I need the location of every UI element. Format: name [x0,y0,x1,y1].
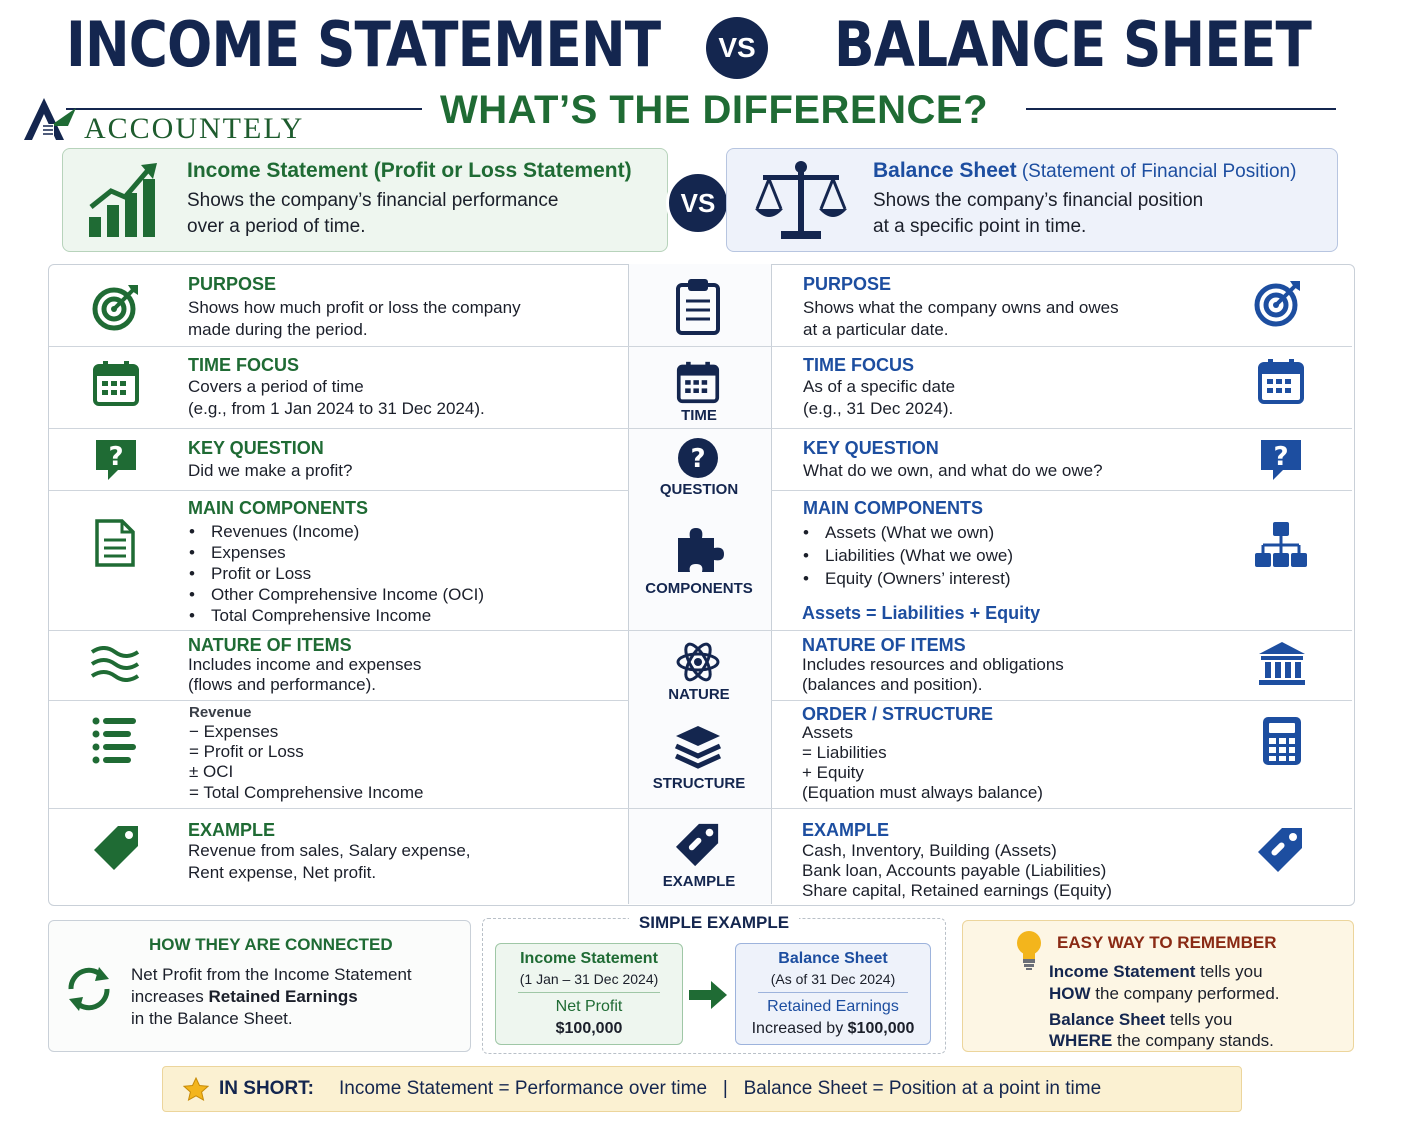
balance-sheet-card [726,148,1338,252]
row-divider [49,428,1352,429]
left-question-line-1: Did we make a profit? [188,461,353,480]
simple-income-period: (1 Jan – 31 Dec 2024) [519,971,659,987]
right-purpose-heading: PURPOSE [803,274,892,294]
center-label-components: COMPONENTS [645,580,753,597]
in-short-banner [162,1066,1242,1112]
arrow-right-icon [689,981,729,1009]
row-divider [49,346,1352,347]
lightbulb-icon [1013,929,1045,971]
left-example-heading: EXAMPLE [188,820,276,840]
structure-line: (Equation must always balance) [802,783,1043,802]
structure-line: Revenue [189,704,252,721]
refresh-icon [63,963,115,1015]
calendar-icon [1257,357,1305,405]
structure-line: = Total Comprehensive Income [189,783,424,802]
simple-balance-amount: $100,000 [847,1020,915,1037]
target-icon [92,281,142,331]
balance-card-desc-1: Shows the company’s financial position [873,190,1204,211]
right-structure-heading: ORDER / STRUCTURE [802,704,994,724]
right-example-heading: EXAMPLE [802,820,890,840]
hierarchy-icon [1254,520,1308,570]
list-item: • Revenues (Income) [189,521,484,542]
calendar-icon [675,360,721,404]
question-icon [676,436,720,480]
income-card-title: Income Statement (Profit or Loss Statement) [187,159,632,182]
simple-income-title: Income Statement [520,950,658,967]
structure-line: ± OCI [189,762,234,781]
list-item: • Assets (What we own) [803,521,1013,544]
easy-way-to-remember-box [962,920,1354,1052]
retained-earnings-emphasis: Retained Earnings [208,987,358,1006]
right-example-line-2: Bank loan, Accounts payable (Liabilities) [802,861,1107,880]
connected-title: HOW THEY ARE CONNECTED [149,935,393,954]
accountely-logo-icon [22,96,84,142]
remember-line-2-rest: the company performed. [1090,984,1280,1003]
income-statement-card [62,148,668,252]
tag-icon [674,822,722,868]
connected-line-3: in the Balance Sheet. [131,1009,293,1028]
structure-line: + Equity [802,763,864,782]
list-item: • Equity (Owners’ interest) [803,567,1013,590]
simple-balance-value-prefix: Increased by [751,1020,848,1037]
question-icon [92,436,140,484]
right-question-heading: KEY QUESTION [803,438,939,458]
simple-income-label: Net Profit [555,998,623,1015]
balance-card-title-rest: (Statement of Financial Position) [1016,161,1297,182]
list-icon [92,716,138,766]
left-nature-heading: NATURE OF ITEMS [188,635,352,655]
remember-line-2 [1049,983,1280,1005]
remember-where: WHERE [1049,1031,1113,1050]
left-purpose-line-2: made during the period. [188,320,368,339]
remember-line-3-rest: tells you [1165,1010,1233,1029]
balance-card-title-bold: Balance Sheet [873,159,1017,182]
structure-line: = Liabilities [802,743,887,762]
simple-income-value: $100,000 [555,1020,623,1037]
remember-line-3 [1049,1009,1232,1031]
svg-text:?: ? [1273,442,1289,472]
left-example-line-2: Rent expense, Net profit. [188,863,377,882]
simple-balance-date: (As of 31 Dec 2024) [770,971,896,987]
remember-title: EASY WAY TO REMEMBER [1057,933,1277,952]
right-purpose-line-1: Shows what the company owns and owes [803,298,1119,317]
bank-icon [1257,640,1307,686]
right-purpose-line-2: at a particular date. [803,320,949,339]
center-label-time: TIME [681,407,717,424]
left-structure-lines [189,704,424,803]
calendar-icon [92,359,140,407]
left-time-heading: TIME FOCUS [188,355,299,375]
income-card-desc-2: over a period of time. [187,216,366,237]
logo-wordmark: ACCOUNTELY [84,112,305,145]
waves-icon [90,646,140,682]
remember-income-statement: Income Statement [1049,962,1196,981]
balance-card-desc-2: at a specific point in time. [873,216,1087,237]
subtitle: WHAT’S THE DIFFERENCE? [440,88,989,132]
balance-card-title [873,159,1296,183]
simple-balance-card [735,943,931,1045]
svg-text:?: ? [108,442,124,472]
remember-line-4 [1049,1030,1274,1052]
star-icon [183,1077,209,1101]
divider [518,992,660,993]
left-question-heading: KEY QUESTION [188,438,324,458]
in-short-text: Income Statement = Performance over time | Balance Sheet = Position at a point in time [339,1078,1102,1099]
structure-line: − Expenses [189,722,279,741]
left-purpose-heading: PURPOSE [188,274,277,294]
right-nature-line-1: Includes resources and obligations [802,655,1064,674]
simple-balance-label: Retained Earnings [767,998,899,1015]
clipboard-icon [674,277,722,335]
simple-balance-title: Balance Sheet [778,950,888,967]
simple-example-title: SIMPLE EXAMPLE [629,913,799,932]
right-question-line-1: What do we own, and what do we owe? [803,461,1103,480]
center-label-nature: NATURE [668,686,730,703]
right-example-line-1: Cash, Inventory, Building (Assets) [802,841,1057,860]
connected-line-2 [131,986,358,1008]
atom-icon [675,639,721,685]
remember-line-1-rest: tells you [1195,962,1263,981]
left-example-line-1: Revenue from sales, Salary expense, [188,841,471,860]
accounting-equation: Assets = Liabilities + Equity [802,603,1041,623]
left-nature-line-2: (flows and performance). [188,675,377,694]
left-components-list [189,521,484,626]
remember-balance-sheet: Balance Sheet [1049,1010,1166,1029]
left-time-line-1: Covers a period of time [188,377,364,396]
right-example-line-3: Share capital, Retained earnings (Equity) [802,881,1112,900]
left-nature-line-1: Includes income and expenses [188,655,422,674]
right-time-line-1: As of a specific date [803,377,956,396]
scales-icon [753,159,849,243]
row-divider [49,808,1352,809]
right-time-heading: TIME FOCUS [803,355,914,375]
tag-icon [92,824,142,872]
simple-income-card [495,943,683,1045]
right-nature-heading: NATURE OF ITEMS [802,635,966,655]
right-nature-line-2: (balances and position). [802,675,983,694]
layers-icon [674,724,722,770]
how-connected-box [48,920,471,1052]
target-icon [1254,277,1304,327]
row-divider [771,490,1352,491]
income-card-desc-1: Shows the company’s financial performance [187,190,559,211]
row-divider [49,490,629,491]
calculator-icon [1261,715,1303,767]
in-short-label: IN SHORT: [219,1078,314,1099]
structure-line: Assets [802,723,854,742]
list-item: • Liabilities (What we owe) [803,544,1013,567]
row-divider [49,630,1352,631]
document-icon [94,518,136,568]
center-label-structure: STRUCTURE [652,775,746,792]
row-divider [771,700,1352,701]
center-label-question: QUESTION [659,481,739,498]
left-components-heading: MAIN COMPONENTS [188,498,368,518]
right-time-line-2: (e.g., 31 Dec 2024). [803,399,954,418]
right-components-list [803,521,1013,590]
remember-line-4-rest: the company stands. [1112,1031,1274,1050]
bar-chart-icon [87,161,161,239]
center-label-example: EXAMPLE [662,873,736,890]
svg-text:?: ? [690,444,706,474]
simple-example-title-wrap [483,913,945,933]
right-components-heading: MAIN COMPONENTS [803,498,983,518]
simple-balance-value [736,1020,930,1038]
connected-line-1: Net Profit from the Income Statement [131,965,412,984]
list-item: • Other Comprehensive Income (OCI) [189,584,484,605]
title-income-statement: INCOME STATEMENT [66,8,661,81]
vs-badge-middle: VS [666,171,730,235]
remember-how: HOW [1049,984,1091,1003]
header-rule-right [1026,108,1336,110]
simple-example-box [482,913,946,1054]
question-icon [1257,436,1305,484]
list-item: • Profit or Loss [189,563,484,584]
remember-line-1 [1049,961,1263,983]
list-item: • Expenses [189,542,484,563]
title-balance-sheet: BALANCE SHEET [834,8,1311,81]
row-divider [49,700,629,701]
divider [758,992,908,993]
left-purpose-line-1: Shows how much profit or loss the company [188,298,521,317]
connected-line-2a: increases [131,987,209,1006]
right-structure-lines [802,723,1043,803]
left-time-line-2: (e.g., from 1 Jan 2024 to 31 Dec 2024). [188,399,485,418]
header-rule-left [66,108,422,110]
list-item: • Total Comprehensive Income [189,605,484,626]
structure-line: = Profit or Loss [189,742,304,761]
tag-icon [1256,826,1306,874]
vs-badge-top: VS [706,17,768,79]
puzzle-icon [674,526,724,574]
